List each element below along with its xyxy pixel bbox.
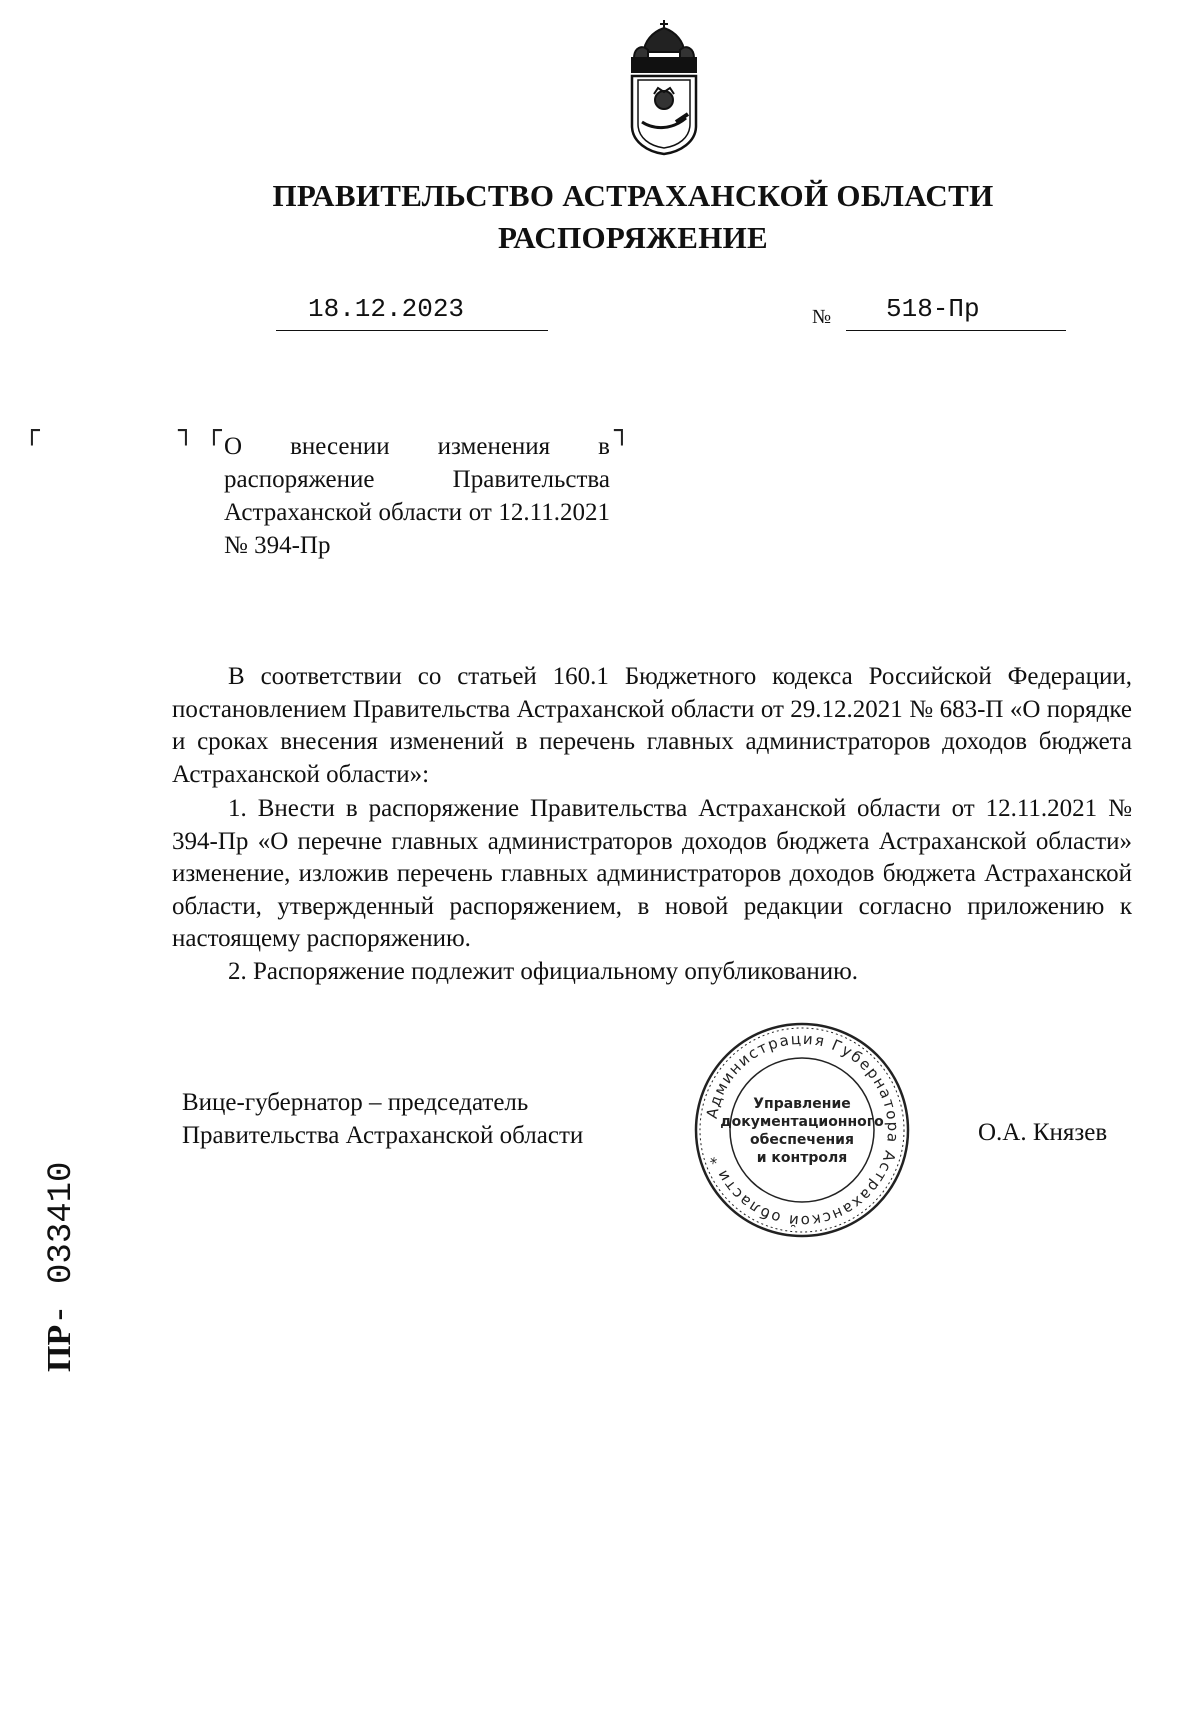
number-sign: № [812,306,832,328]
signatory-name: О.А. Князев [978,1119,1108,1146]
signatory-title-line-1: Вице-губернатор – председатель [182,1089,529,1116]
signatory-title-line-2: Правительства Астраханской области [182,1122,584,1149]
registration-digits: - 033410 [43,1161,81,1325]
signatory-title [182,1086,583,1152]
subject-corner-mark: ┌ [206,416,222,446]
document-subject: О внесении изменения в распоряжение Правительства Астраханской области от 12.11.2021 № 394-Пр [224,433,610,559]
document-date: 18.12.2023 [308,294,465,324]
clause-2-paragraph: 2. Распоряжение подлежит официальному опубликованию. [228,958,859,985]
registration-number [40,1082,80,1372]
svg-text:Администрация Губернатора Астр: Администрация Губернатора Астраханской области * [702,1029,903,1231]
preamble-paragraph: В соответствии со статьей 160.1 Бюджетного кодекса Российской Федерации, постановлением Правительства Астраханской области от 29.12.2021 № 683-П «О порядке и сроках внесения изменений в перечень главных администраторов доходов бюджета Астраханской области»: [172,663,1132,788]
subject-corner-mark: ┐ [178,416,194,446]
margin-corner-mark: ┌ [24,416,40,446]
clause-1-paragraph: 1. Внести в распоряжение Правительства Астраханской области от 12.11.2021 № 394-Пр «О перечне главных администраторов доходов бюджета Астраханской области» изменение, изложив перечень главных администраторов доходов бюджета Астраханской области, утвержденный распоряжением, в новой редакции согласно приложению к настоящему распоряжению. [172,795,1132,952]
registration-prefix: ПР [41,1324,78,1372]
svg-text:и контроля: и контроля [756,1150,848,1166]
official-stamp [692,1020,912,1240]
svg-text:документационного: документационного [720,1114,884,1130]
date-field [276,294,548,331]
document-number: 518-Пр [886,294,980,324]
svg-text:обеспечения: обеспечения [750,1132,854,1148]
government-name: ПРАВИТЕЛЬСТВО АСТРАХАНСКОЙ ОБЛАСТИ [272,178,994,213]
coat-of-arms-icon [624,18,704,156]
subject-corner-mark: ┐ [614,416,630,446]
number-field [846,294,1066,331]
svg-text:Управление: Управление [753,1096,851,1112]
document-type: РАСПОРЯЖЕНИЕ [497,220,769,255]
